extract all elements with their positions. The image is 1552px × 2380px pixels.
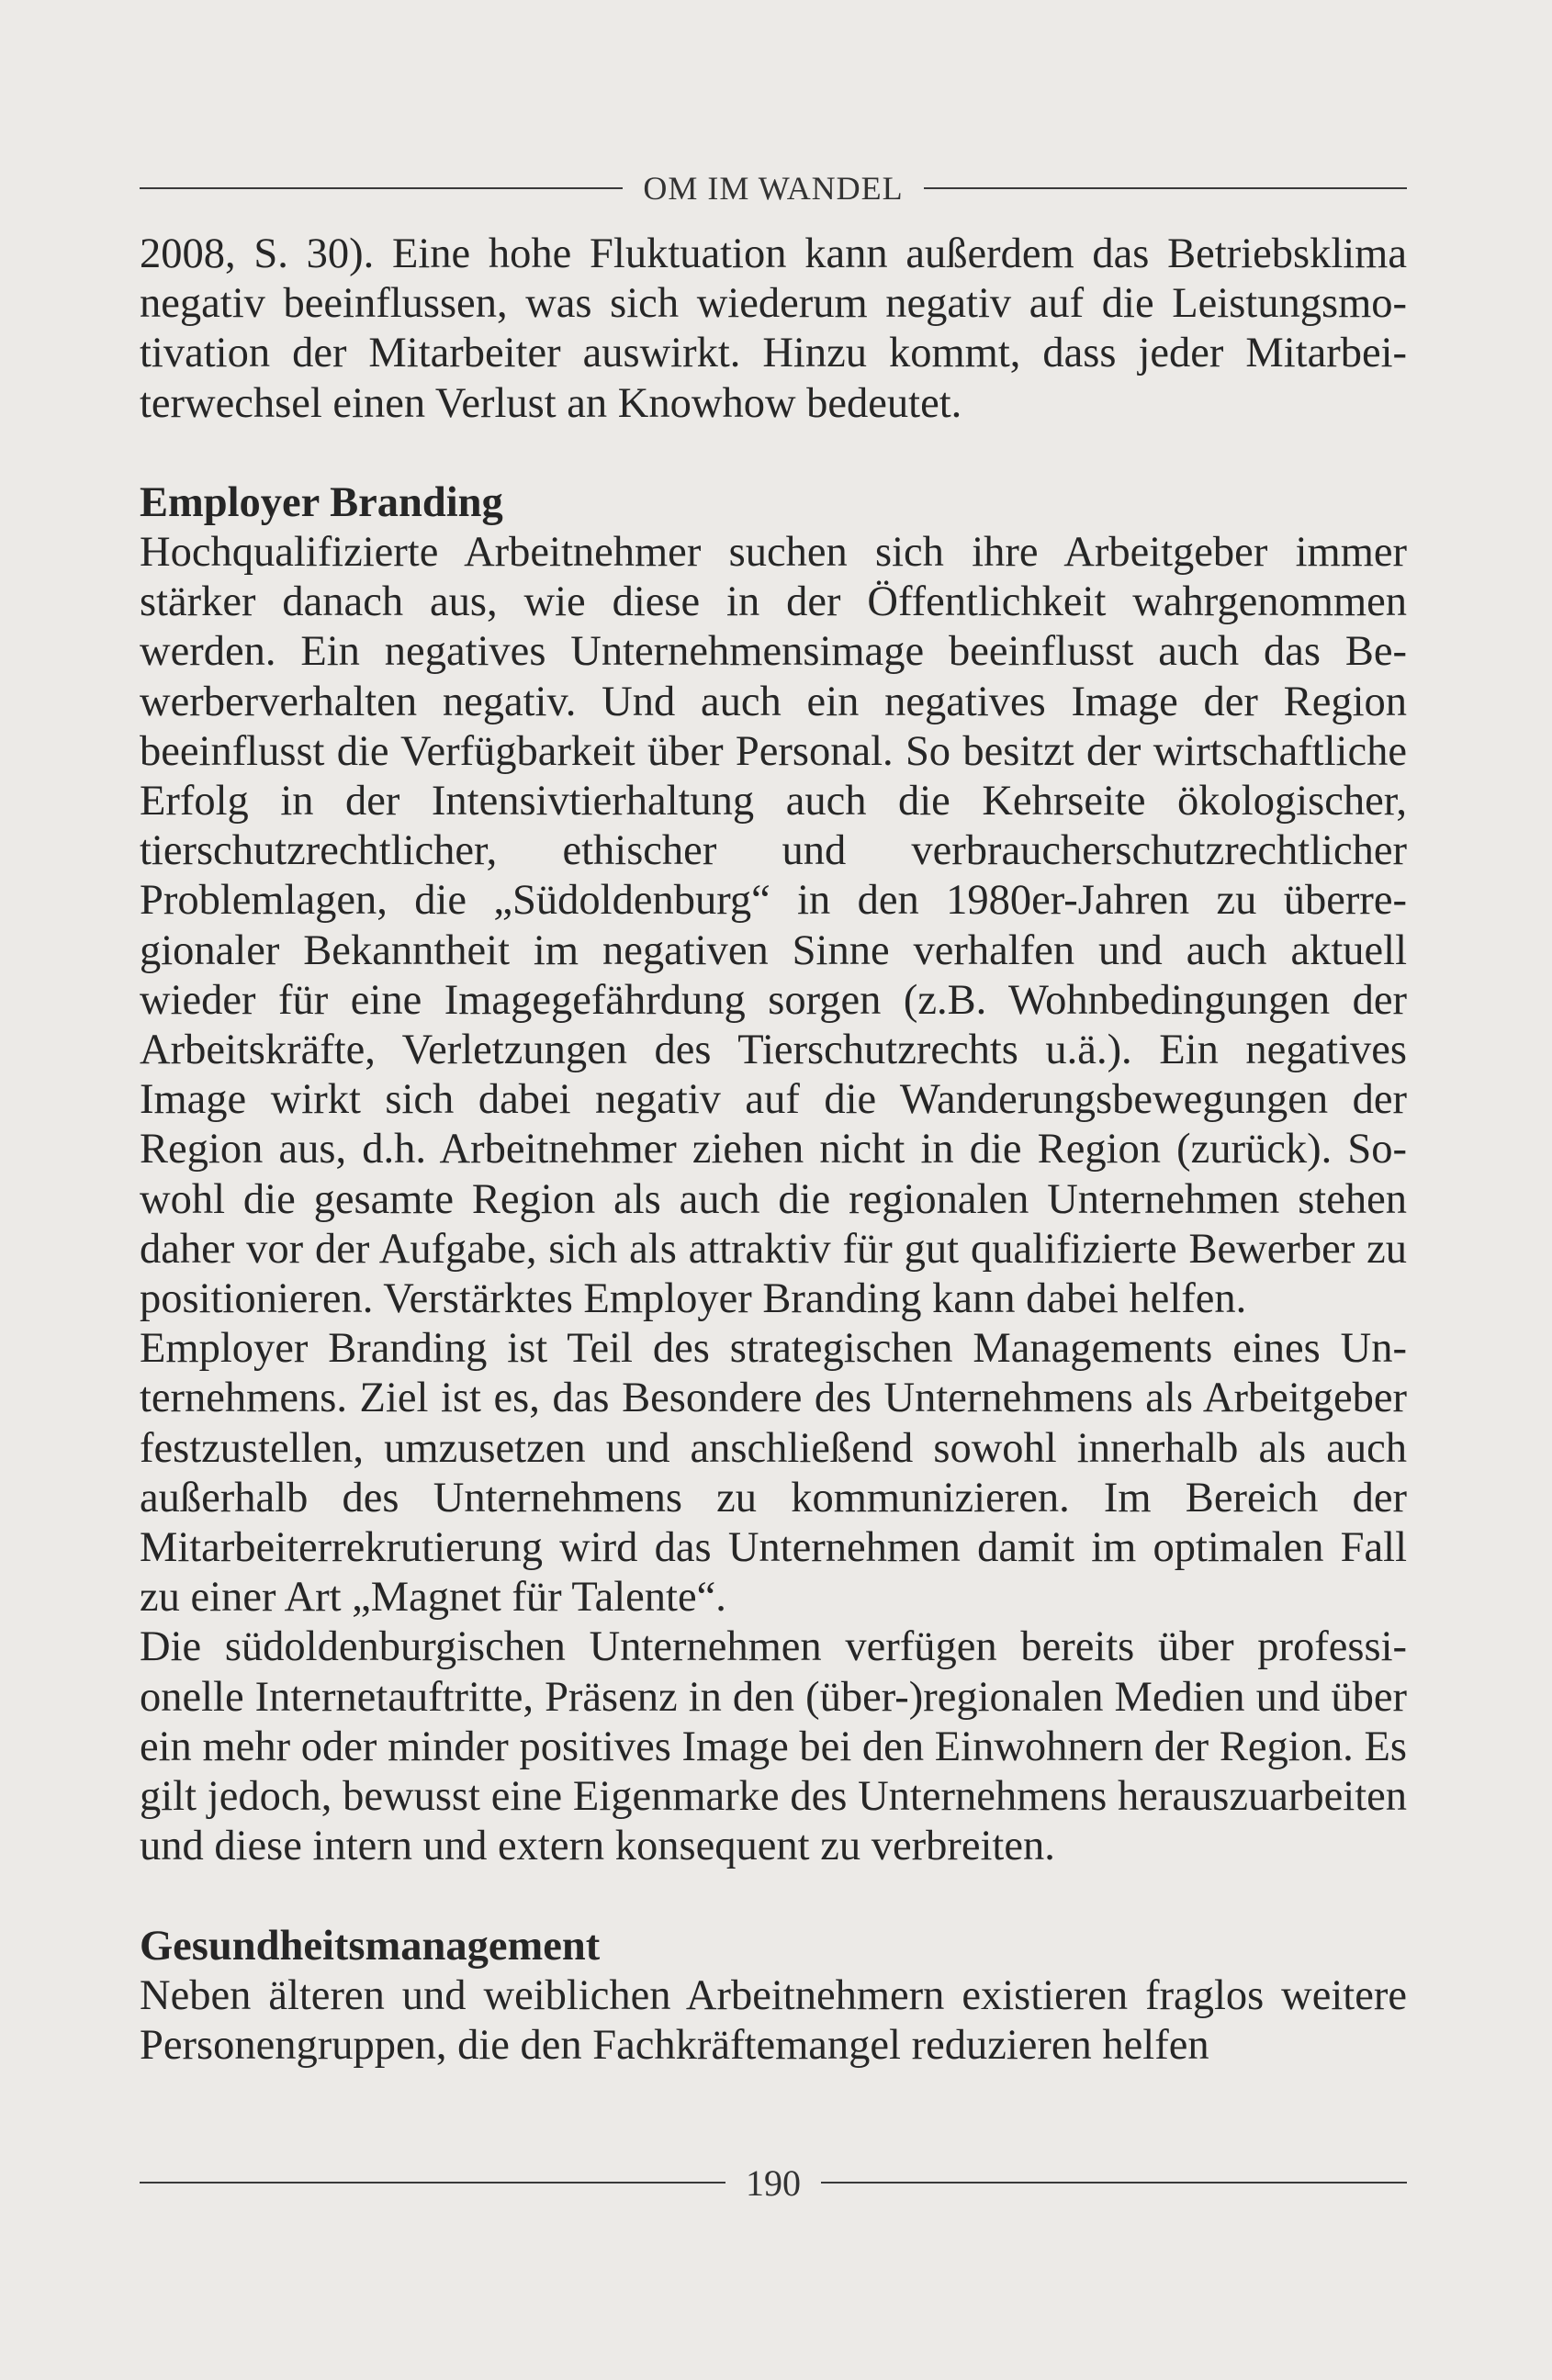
header-rule-left: [140, 187, 623, 189]
paragraph-intro: 2008, S. 30). Eine hohe Fluktuation kann außerdem das Betriebsklima negativ beeinflussen, was sich wiederum negativ auf die Leistungsmotivation der Mitarbeiter auswirkt. Hinzu kommt, dass jeder Mitarbeiterwechsel einen Verlust an Knowhow bedeutet.: [140, 230, 1407, 427]
paragraph-employer-branding-2: Employer Branding ist Teil des strategischen Managements eines Unternehmens. Ziel ist es, das Besondere des Unternehmens als Arbeitgeber festzustellen, umzusetzen und anschließend sowohl innerhalb als auch außerhalb des Unternehmens zu kommunizieren. Im Bereich der Mitarbeiterrekrutierung wird das Unternehmen damit im optimalen Fall zu einer Art „Magnet für Talente“.: [140, 1325, 1407, 1622]
header-rule-right: [924, 187, 1407, 189]
heading-gesundheitsmanagement: Gesundheitsmanagement: [140, 1922, 601, 1970]
footer-rule-right: [821, 2182, 1407, 2184]
running-title: OM IM WANDEL: [643, 170, 904, 207]
page-footer: [140, 2160, 1407, 2206]
paragraph-employer-branding-3: Die südoldenburgischen Unternehmen verfügen bereits über professionelle Internetauftritte, Präsenz in den (über-)regionalen Medien und über ein mehr oder minder positives Image bei den Einwohnern der Region. Es gilt jedoch, bewusst eine Eigenmarke des Unternehmens herauszuarbeiten und diese intern und extern konsequent zu verbreiten.: [140, 1623, 1407, 1870]
section-spacer: [140, 429, 1407, 478]
paragraph-employer-branding-1: Hochqualifizierte Arbeitnehmer suchen sich ihre Arbeitgeber immer stärker danach aus, wie diese in der Öffentlichkeit wahrgenommen werden. Ein negatives Unternehmensimage beeinflusst auch das Bewerberverhalten negativ. Und auch ein negatives Image der Region beeinflusst die Verfügbarkeit über Personal. So besitzt der wirtschaftliche Erfolg in der Intensivtierhaltung auch die Kehrseite ökologischer, tierschutzrechtlicher, ethischer und verbraucherschutzrechtlicher Problemlagen, die „Südoldenburg“ in den 1980er-Jahren zu überregionaler Bekanntheit im negativen Sinne verhalfen und auch aktuell wieder für eine Imagegefährdung sorgen (z.B. Wohnbedingungen der Arbeitskräfte, Verletzungen des Tierschutzrechts u.ä.). Ein negatives Image wirkt sich dabei negativ auf die Wanderungsbewegungen der Region aus, d.h. Arbeitnehmer ziehen nicht in die Region (zurück). Sowohl die gesamte Region als auch die regionalen Unternehmen stehen daher vor der Aufgabe, sich als attraktiv für gut qualifizierte Bewerber zu positionieren. Verstärktes Employer Branding kann dabei helfen.: [140, 529, 1407, 1323]
paragraph-gesundheitsmanagement: Neben älteren und weiblichen Arbeitnehmern existieren fraglos weitere Personengruppen, die den Fachkräftemangel reduzieren helfen: [140, 1971, 1407, 2069]
running-header: [140, 170, 1407, 207]
page-number: 190: [746, 2161, 801, 2204]
heading-employer-branding: Employer Branding: [140, 478, 503, 526]
body-text: [140, 230, 1407, 2071]
section-spacer: [140, 1872, 1407, 1922]
footer-rule-left: [140, 2182, 725, 2184]
